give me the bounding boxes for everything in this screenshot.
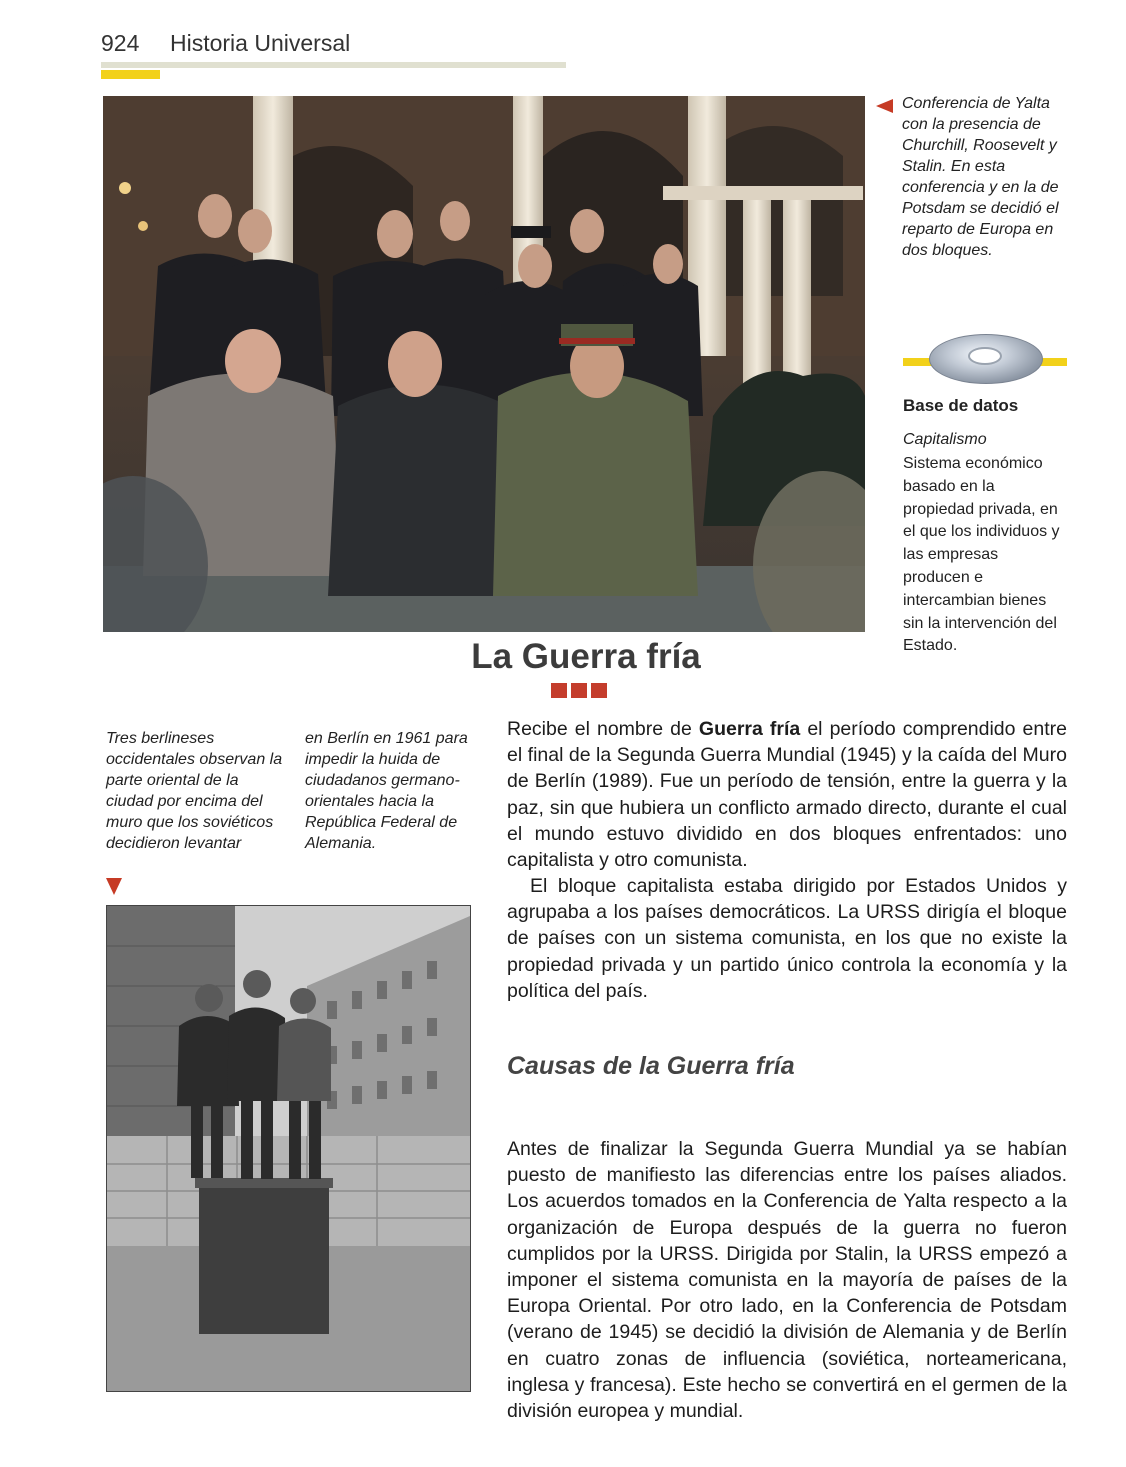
causes-paragraph: Antes de finalizar la Segunda Guerra Mundial ya se habían puesto de manifiesto las diferencias entre los países aliados. Los acuerdos tomados en la Conferencia de Yalta respecto a la organización de Europa después de la guerra no fueron cumplidos por la URSS. Dirigida por Stalin, la URSS empezó a imponer el sistema comunista en la mayoría de países de la Europa Oriental. Por otro lado, en la Conferencia de Potsdam (verano de 1945) se decidió la división de Alemania y de Berlín en cuatro zonas de influencia (soviética, norteamericana, inglesa y francesa). Este hecho se convertirá en el germen de la división europea y mundial.	[507, 1138, 1067, 1423]
intro-paragraph	[507, 716, 1067, 873]
chapter-title: La Guerra fría	[471, 637, 701, 676]
header-accent-bar	[101, 70, 160, 79]
intro-text-start: Recibe el nombre de	[507, 718, 699, 740]
page-number: 924	[101, 30, 140, 56]
book-title: Historia Universal	[170, 30, 351, 56]
header-rule	[101, 62, 566, 68]
database-definition: Sistema económico basado en la propiedad privada, en el que los individuos y las empresas producen e intercambian bienes sin la intervención del Estado.	[903, 455, 1060, 655]
caption-pointer-down-icon	[106, 878, 122, 895]
ornament-square	[551, 683, 567, 698]
yalta-photo-caption: Conferencia de Yalta con la presencia de Churchill, Roosevelt y Stalin. En esta conferencia y en la de Potsdam se decidió el reparto de Europa en dos bloques.	[902, 95, 1059, 259]
berlin-photo-caption-col1: Tres berlineses occidentales observan la parte oriental de la ciudad por encima del muro que los soviéticos decidieron levantar	[106, 730, 283, 852]
intro-bold-term: Guerra fría	[698, 718, 801, 740]
cd-disc-hole	[968, 347, 1002, 365]
yalta-photo-illustration	[103, 96, 865, 632]
caption-pointer-left-icon	[876, 99, 893, 113]
ornament-square	[571, 683, 587, 698]
blocs-paragraph: El bloque capitalista estaba dirigido por Estados Unidos y agrupaba a los países democráticos. La URSS dirigía el bloque de países con un sistema comunista, en los que no existe la propiedad privada y un partido único controla la economía y la política del país.	[507, 875, 1067, 1002]
berlin-photo-caption-col2: en Berlín en 1961 para impedir la huida de ciudadanos germano-orientales hacia la República Federal de Alemania.	[305, 730, 468, 852]
berlin-wall-photo	[106, 905, 471, 1392]
section-heading: Causas de la Guerra fría	[507, 1052, 795, 1080]
title-ornament	[551, 683, 611, 703]
yalta-conference-photo	[103, 96, 865, 632]
berlin-photo-illustration	[107, 906, 470, 1391]
database-heading: Base de datos	[903, 396, 1019, 415]
intro-text-end: el período comprendido entre el final de la Segunda Guerra Mundial (1945) y la caída del Muro de Berlín (1989). Fue un período de tensión, entre la guerra y la paz, sin que hubiera un conflicto armado directo, durante el cual el mundo estuvo dividido en dos bloques enfrentados: uno capitalista y otro comunista.	[507, 718, 1068, 872]
database-term: Capitalismo	[903, 431, 987, 448]
ornament-square	[591, 683, 607, 698]
